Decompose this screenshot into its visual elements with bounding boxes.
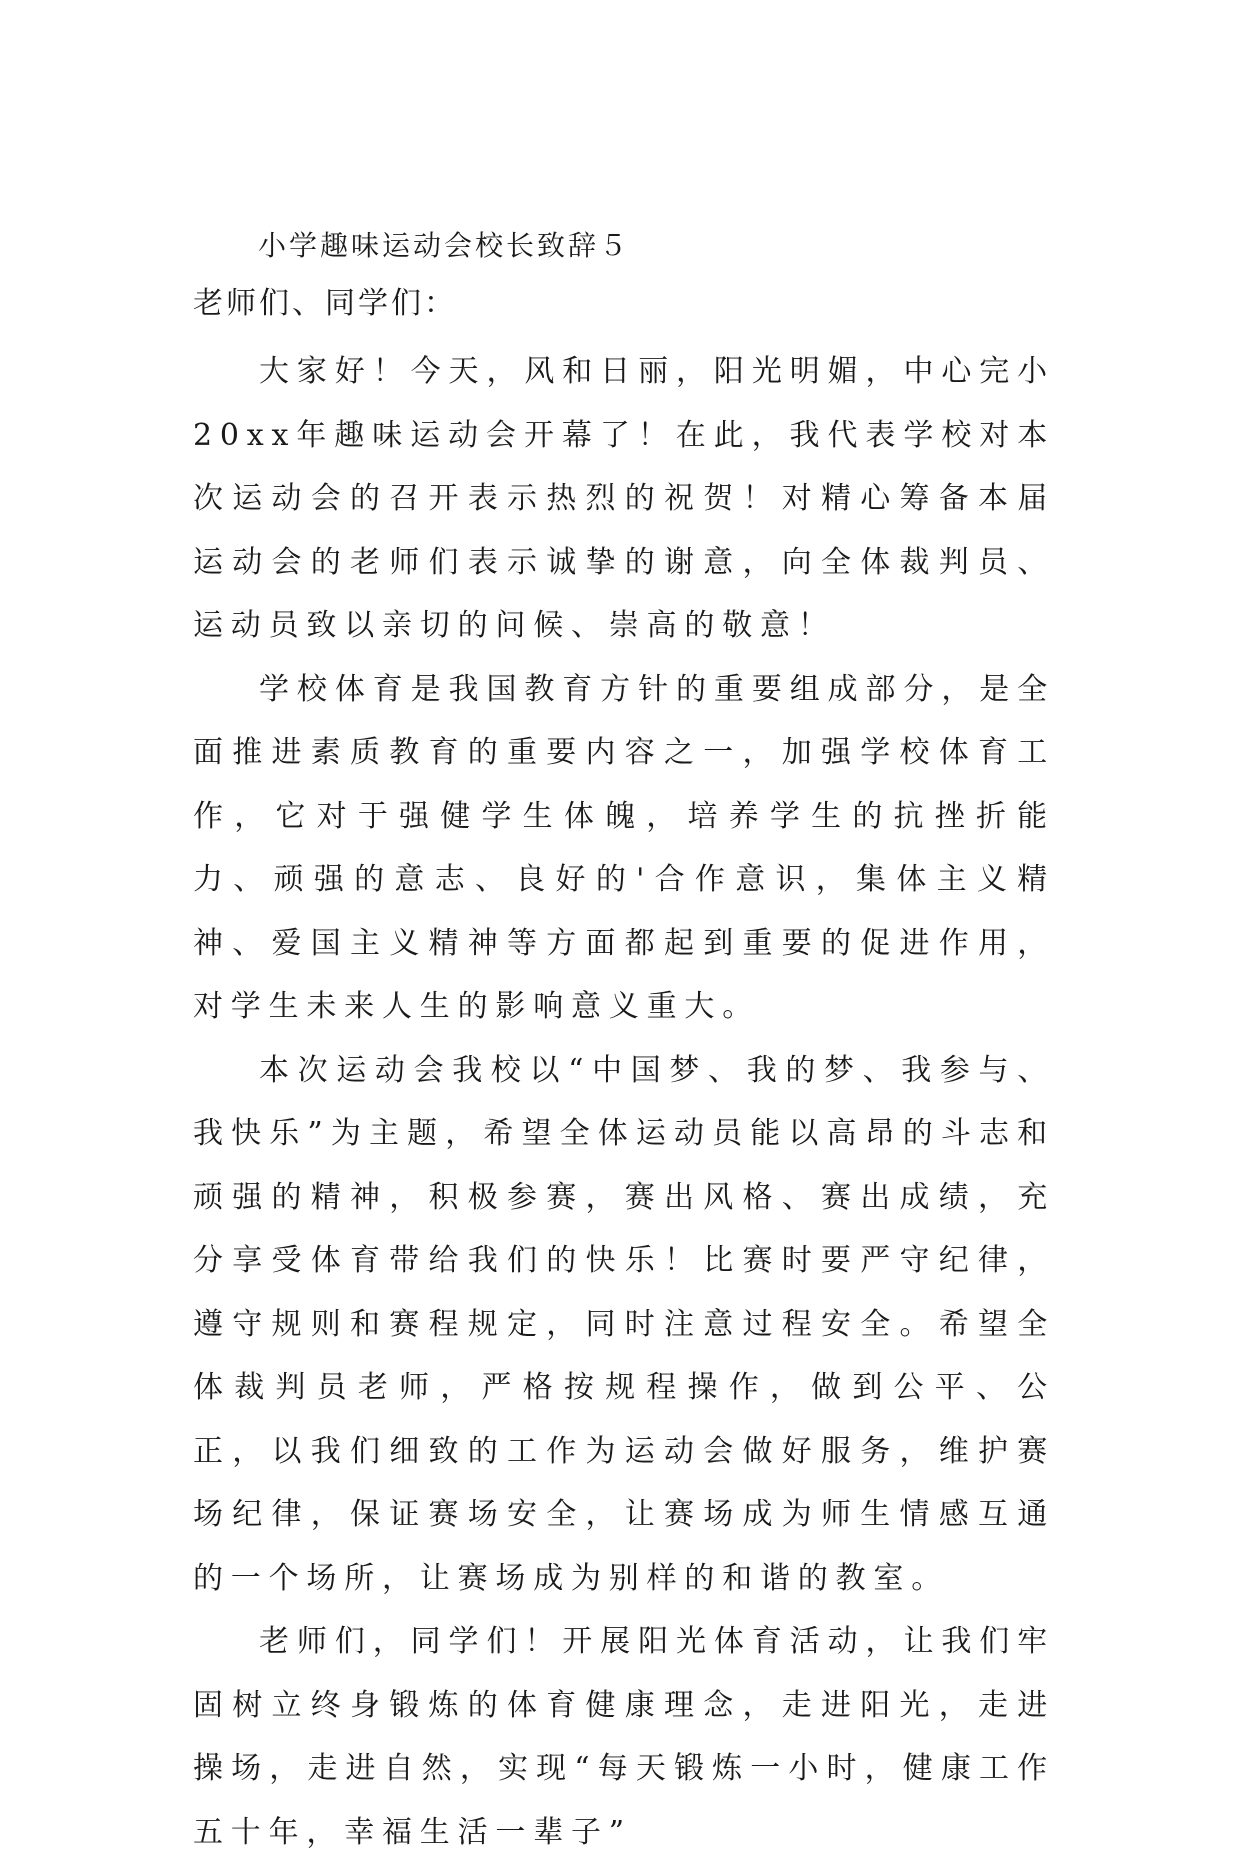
salutation: 老师们、同学们：: [193, 286, 457, 321]
paragraph-closing: 老师们，同学们！开展阳光体育活动，让我们牢固树立终身锻炼的体育健康理念，走进阳光，走进操场，走进自然，实现“每天锻炼一小时，健康工作五十年，幸福生活一辈子”: [193, 1624, 1055, 1850]
paragraph-theme: 本次运动会我校以“中国梦、我的梦、我参与、我快乐”为主题，希望全体运动员能以高昂的斗志和顽强的精神，积极参赛，赛出风格、赛出成绩，充分享受体育带给我们的快乐！比赛时要严守纪律，遵守规则和赛程规定，同时注意过程安全。希望全体裁判员老师，严格按规程操作，做到公平、公正，以我们细致的工作为运动会做好服务，维护赛场纪律，保证赛场安全，让赛场成为师生情感互通的一个场所，让赛场成为别样的和谐的教室。: [193, 1052, 1055, 1596]
paragraph-greeting: 大家好！今天，风和日丽，阳光明媚，中心完小20xx年趣味运动会开幕了！在此，我代表学校对本次运动会的召开表示热烈的祝贺！对精心筹备本届运动会的老师们表示诚挚的谢意，向全体裁判员、运动员致以亲切的问候、崇高的敬意！: [193, 354, 1055, 643]
document-body: [193, 340, 1055, 1864]
document-title: 小学趣味运动会校长致辞５: [258, 229, 631, 262]
paragraph-school-sports: 学校体育是我国教育方针的重要组成部分，是全面推进素质教育的重要内容之一，加强学校体育工作，它对于强健学生体魄，培养学生的抗挫折能力、顽强的意志、良好的'合作意识，集体主义精神、爱国主义精神等方面都起到重要的促进作用，对学生未来人生的影响意义重大。: [193, 671, 1055, 1024]
